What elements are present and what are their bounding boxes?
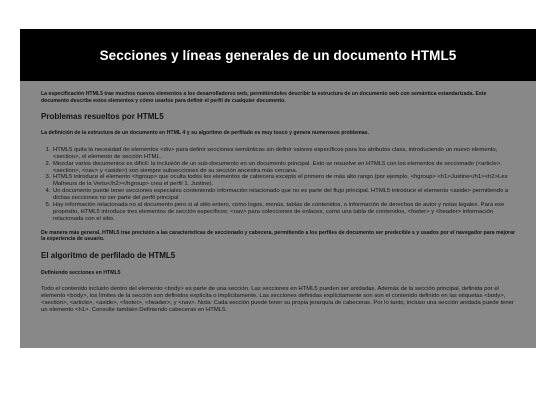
list-item: 1. HTML5 quita la necesidad de elementos <div> para definir secciones semánticas sin definir valores específicos para los atributos class, introduciendo un nuevo elemento, <section>, el elemento de sección HTML. [52,147,515,161]
list-item: 3. HTML5 introduce el elemento <hgroup> que oculta todos los elementos de cabecera excepto el primero de más alto rango (por ejemplo, <hgroup> <h1>Justine</h1><h2>Les Malheurs de la Vertu</h2></hgroup> crea el perfil 1. Justine). [52,174,515,188]
page-title: Secciones y líneas generales de un documento HTML5 [99,47,457,63]
list-item: 2. Mezclar varios documentos es difícil: la inclusión de un sub-documento en un documento principal. Esto se resuelve en HTML5 con los elementos de seccionado (<article>, <section>, <nav> y <aside>) son siempre subsecciones de su sección ancestra más cercana. [52,161,515,175]
subsection-heading: Definiendo secciones en HTML5 [41,269,121,276]
page-content [20,81,536,314]
problems-list [41,147,515,223]
list-item: 4. Un documento puede tener secciones especiales conteniendo información relacionado que no es parte del flujo principal. HTML5 introduce el elemento <aside> permitiendo a dichas secciones no ser parte del perfil principal [52,188,515,202]
list-item: 5. Hay información relacionada no al documento pero si al sitio entero, como logos, menús, tablas de contenidos, o información de derechos de autor y notas legales. Para ese propósito, HTML5 introduce tres elementos de sección específicos: <nav> para colecciones de enlaces, como una tabla de contenidos, <footer> y <header> información relacionada con el sitio. [52,202,515,223]
section-heading-algorithm: El algoritmo de perfilado de HTML5 [41,250,176,260]
page-header [20,29,536,81]
intro-paragraph: La especificación HTML5 trae muchos nuevos elementos a los desarrolladores web, permitiéndoles describir la estructura de un documento web con semántica estandarizada. Este documento describe estos elementos y cómo usarlos para definir el perfil de cualquier documento. [41,91,487,104]
section-heading-problems: Problemas resueltos por HTML5 [41,112,164,122]
body-paragraph: Todo el contenido incluido dentro del elemento <body> es parte de una sección. Las secciones en HTML5 pueden ser anidadas. Además de la sección principal, definida por el elemento <body>, los límites de la sección son definidos explícita o implícitamente. Las secciones definidas explícitamente son son el contenido definido en las etiquetas <body>, <section>, <article>, <aside>, <footer>, <header>, y <nav>. Nota: Cada sección puede tener su propia jerarquía de cabeceras. Por lo tanto, incluso una sección anidada puede tener un elemento <h1>. Consulte también Definiendo cabeceras en HTML5. [41,285,514,313]
summary-paragraph: De manera más general, HTML5 trae precisión a las características de seccionado y cabecera, permitiendo a los perfiles de documento ser predecible s y usados por el navegador para mejorar la experiencia de usuario. [41,229,515,243]
section-lead-paragraph: La definición de la estructura de un documento en HTML 4 y su algoritmo de perfilado es muy tosco y genera numerosos problemas. [41,130,369,137]
document-page [20,29,536,348]
